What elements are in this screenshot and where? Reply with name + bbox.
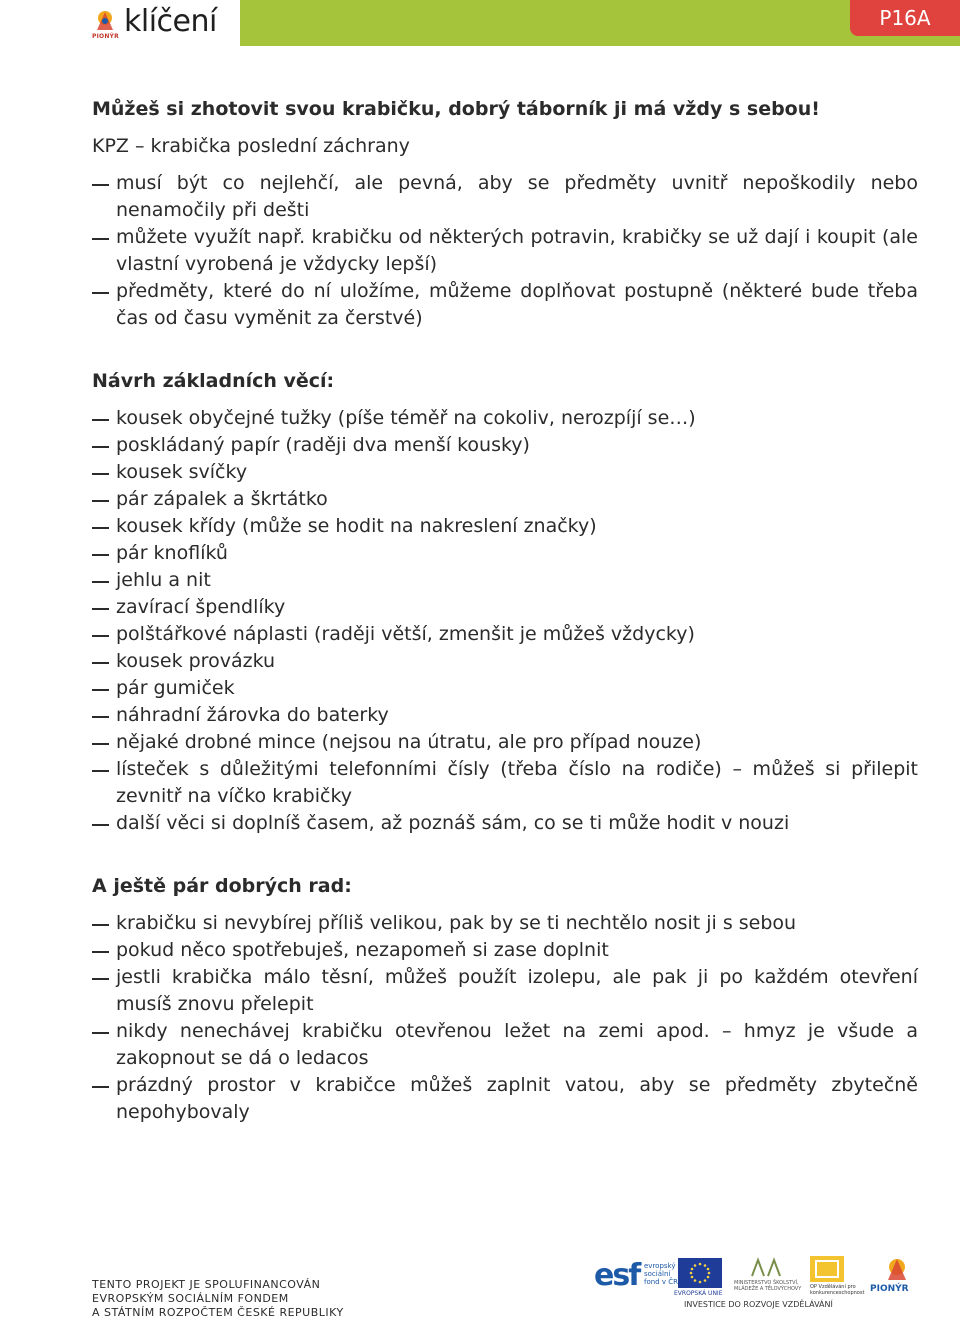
list-item: pár zápalek a škrtátko [92, 486, 918, 513]
esf-logo [594, 1256, 678, 1296]
msmt-logo [734, 1256, 804, 1296]
list-item: musí být co nejlehčí, ale pevná, aby se předměty uvnitř nepoškodily nebo nenamočily při dešti [92, 170, 918, 224]
investment-tagline: INVESTICE DO ROZVOJE VZDĚLÁVÁNÍ [684, 1300, 833, 1309]
list-item: lísteček s důležitými telefonními čísly (třeba číslo na rodiče) – můžeš si přilepit zevnitř na víčko krabičky [92, 756, 918, 810]
op-emblem-icon [810, 1256, 844, 1282]
basics-list [92, 405, 918, 837]
sponsor-logos [594, 1256, 934, 1316]
pionyr-logo [870, 1256, 930, 1296]
list-item: kousek provázku [92, 648, 918, 675]
list-item: polštářkové náplasti (raději větší, zmenšit je můžeš vždycky) [92, 621, 918, 648]
eu-flag-icon [678, 1258, 722, 1288]
esf-logo-text: esf [594, 1258, 640, 1293]
op-vk-logo [810, 1256, 865, 1296]
intro-heading: Můžeš si zhotovit svou krabičku, dobrý táborník ji má vždy s sebou! [92, 98, 820, 120]
list-item: krabičku si nevybírej příliš velikou, pak by se ti nechtělo nosit ji s sebou [92, 910, 918, 937]
list-item: poskládaný papír (raději dva menší kousky) [92, 432, 918, 459]
intro-list [92, 170, 918, 332]
list-item: jestli krabička málo těsní, můžeš použít izolepu, ale pak ji po každém otevření musíš znovu přelepit [92, 964, 918, 1018]
list-item: kousek obyčejné tužky (píše téměř na cokoliv, nerozpíjí se…) [92, 405, 918, 432]
list-item: jehlu a nit [92, 567, 918, 594]
pionyr-label: PIONÝR [870, 1284, 909, 1294]
intro-subtitle: KPZ – krabička poslední záchrany [92, 135, 410, 157]
logo-text: klíčení [124, 4, 217, 39]
list-item: náhradní žárovka do baterky [92, 702, 918, 729]
cofinancing-line: TENTO PROJEKT JE SPOLUFINANCOVÁN [92, 1278, 321, 1291]
cofinancing-line: A STÁTNÍM ROZPOČTEM ČESKÉ REPUBLIKY [92, 1306, 344, 1319]
eu-label: EVROPSKÁ UNIE [674, 1290, 723, 1297]
msmt-emblem-icon [748, 1256, 788, 1280]
cofinancing-note [92, 1278, 344, 1320]
pionyr-emblem-icon [882, 1256, 912, 1282]
list-item: další věci si doplníš časem, až poznáš sám, co se ti může hodit v nouzi [92, 810, 918, 837]
header-bar [0, 0, 960, 46]
tips-list [92, 910, 918, 1126]
main-content [92, 96, 918, 1126]
list-item: předměty, které do ní uložíme, můžeme doplňovat postupně (některé bude třeba čas od času vyměnit za čerstvé) [92, 278, 918, 332]
page-code-badge: P16A [850, 0, 960, 36]
esf-logo-caption: evropský sociální fond v ČR [644, 1262, 678, 1286]
op-label: OP Vzdělávání pro konkurenceschopnost [810, 1284, 865, 1296]
list-item: nikdy nenechávej krabičku otevřenou ležet na zemi apod. – hmyz je všude a zakopnout se dá o ledacos [92, 1018, 918, 1072]
list-item: můžete využít např. krabičku od některých potravin, krabičky se už dají i koupit (ale vlastní vyrobená je vždycky lepší) [92, 224, 918, 278]
tips-heading: A ještě pár dobrých rad: [92, 875, 352, 897]
list-item: kousek svíčky [92, 459, 918, 486]
list-item: nějaké drobné mince (nejsou na útratu, ale pro případ nouze) [92, 729, 918, 756]
msmt-label: MINISTERSTVO ŠKOLSTVÍ, MLÁDEŽE A TĚLOVÝCHOVY [734, 1280, 802, 1292]
list-item: zavírací špendlíky [92, 594, 918, 621]
logo[interactable] [0, 0, 240, 46]
list-item: pár knoflíků [92, 540, 918, 567]
list-item: kousek křídy (může se hodit na nakreslení značky) [92, 513, 918, 540]
list-item: prázdný prostor v krabičce můžeš zaplnit vatou, aby se předměty zbytečně nepohybovaly [92, 1072, 918, 1126]
list-item: pokud něco spotřebuješ, nezapomeň si zase doplnit [92, 937, 918, 964]
cofinancing-line: EVROPSKÝM SOCIÁLNÍM FONDEM [92, 1292, 289, 1305]
basics-heading: Návrh základních věcí: [92, 370, 335, 392]
logo-org-label: PIONÝR [92, 33, 119, 40]
list-item: pár gumiček [92, 675, 918, 702]
